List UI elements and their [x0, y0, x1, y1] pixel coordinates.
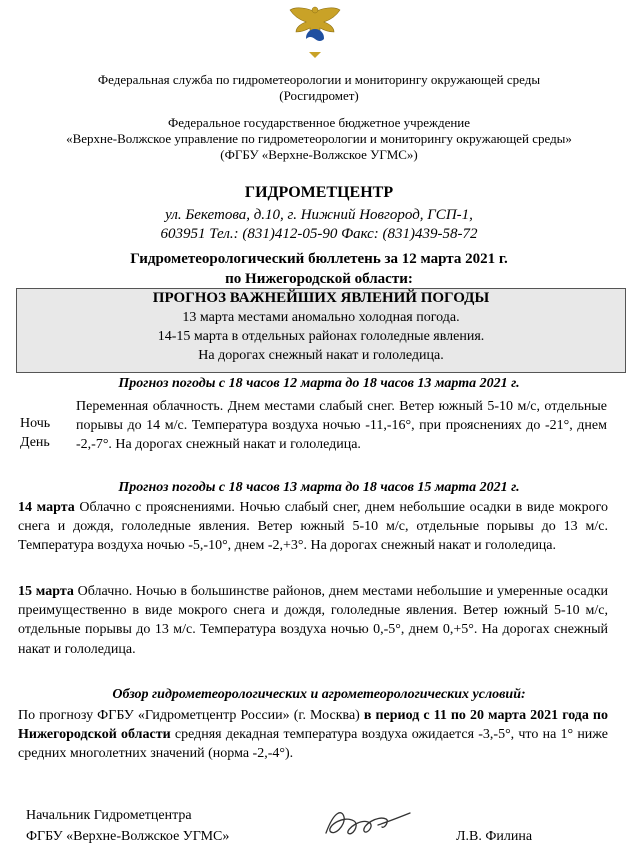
day14-text: Облачно с прояснениями. Ночью слабый снег, днем небольшие осадки в виде мокрого снега и дождя, гололедные явления. Ветер южный 5-10 м/с, отдельные порывы до 13 м/с. Температура воздуха ночью -5,-10°, днем -2,+3°. На дорогах снежный накат и гололедица.	[18, 500, 609, 554]
night-label: Ночь	[20, 416, 51, 431]
signatory-name: Л.В. Филина	[456, 829, 533, 844]
rosgidromet-emblem	[286, 2, 344, 60]
signatory-position: Начальник Гидрометцентра	[26, 808, 192, 823]
day14-label: 14 марта	[18, 500, 75, 515]
forecast2-heading: Прогноз погоды с 18 часов 13 марта до 18 часов 15 марта 2021 г.	[118, 480, 520, 495]
center-title: ГИДРОМЕТЦЕНТР	[244, 184, 394, 201]
forecast-day14	[18, 498, 608, 556]
day15-label: 15 марта	[18, 584, 74, 599]
institution-name: Федеральное государственное бюджетное учреждение «Верхне-Волжское управление по гидрометеорологии и мониторингу окружающей среды» (ФГБУ «Верхне-Волжское УГМС»)	[66, 115, 572, 162]
address-block: ул. Бекетова, д.10, г. Нижний Новгород, ГСП-1, 603951 Тел.: (831)412-05-90 Факс: (831)439-58-72	[160, 207, 478, 242]
bulletin-title: Гидрометеорологический бюллетень за 12 марта 2021 г. по Нижегородской области:	[130, 251, 508, 287]
forecast-day15	[18, 582, 608, 659]
hazard-line: 13 марта местами аномально холодная погода.	[182, 310, 460, 325]
hazard-title: ПРОГНОЗ ВАЖНЕЙШИХ ЯВЛЕНИЙ ПОГОДЫ	[152, 290, 490, 306]
organization-name: Федеральная служба по гидрометеорологии и мониторингу окружающей среды (Росгидромет)	[97, 72, 541, 103]
hazard-forecast-box	[16, 288, 626, 373]
review-heading: Обзор гидрометеорологических и агрометеорологических условий:	[112, 687, 526, 702]
forecast1-text: Переменная облачность. Днем местами слабый снег. Ветер южный 5-10 м/с, отдельные порывы до 14 м/с. Температура воздуха ночью -11,-16°, при прояснениях до -21°, днем -2,-7°. На дорогах снежный накат и гололедица.	[76, 399, 607, 452]
hazard-line: На дорогах снежный накат и гололедица.	[198, 348, 444, 363]
hazard-line: 14-15 марта в отдельных районах гололедные явления.	[157, 329, 485, 344]
signatory-org: ФГБУ «Верхне-Волжское УГМС»	[26, 829, 230, 844]
day-label: День	[20, 435, 50, 450]
forecast1-heading: Прогноз погоды с 18 часов 12 марта до 18 часов 13 марта 2021 г.	[118, 376, 520, 391]
handwritten-signature	[320, 803, 414, 845]
day15-text: Облачно. Ночью в большинстве районов, днем местами небольшие и умеренные осадки преимущественно в виде мокрого снега и дождя, гололедные явления. Ветер южный 5-10 м/с, отдельные порывы до 13 м/с. Температура воздуха ночью 0,-5°, днем 0,+5°. На дорогах снежный накат и гололедица.	[18, 584, 608, 657]
review-text: По прогнозу ФГБУ «Гидрометцентр России» (г. Москва) в период с 11 по 20 марта 2021 года по Нижегородской области средняя декадная температура воздуха ожидается -3,-5°, что на 1° ниже средних многолетних значений (норма -2,-4°).	[18, 708, 609, 762]
